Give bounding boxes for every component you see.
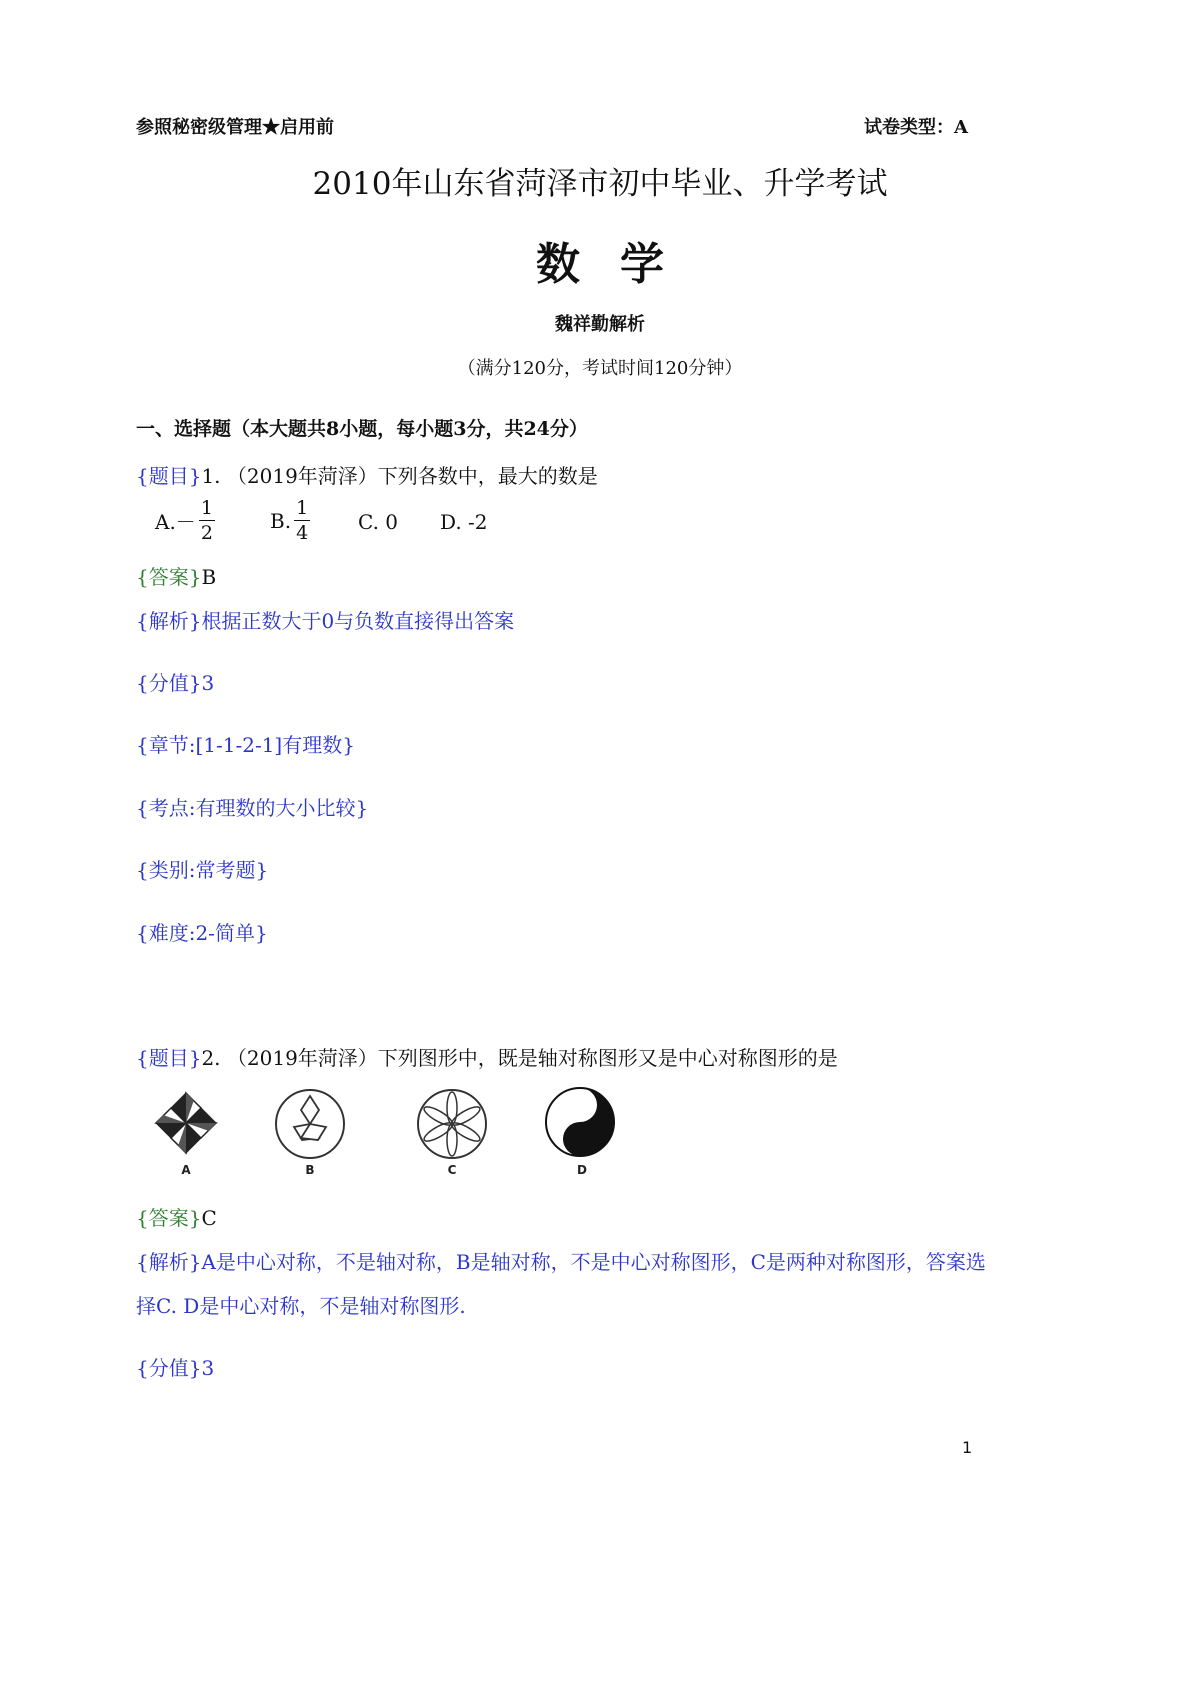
section-heading: 一、选择题（本大题共8小题，每小题3分，共24分） xyxy=(136,418,588,440)
option-b xyxy=(270,496,310,545)
option-b-prefix: B. xyxy=(270,508,292,533)
answer-tag: {答案} xyxy=(136,565,202,589)
paper-type-label: 试卷类型：A xyxy=(864,117,968,138)
difficulty-line: {难度:2-简单} xyxy=(136,921,268,945)
chapter-line: {章节:[1-1-2-1]有理数} xyxy=(136,733,355,757)
exam-note: （满分120分，考试时间120分钟） xyxy=(457,358,743,379)
numerator: 1 xyxy=(200,497,213,519)
confidentiality-label: 参照秘密级管理★启用前 xyxy=(136,117,334,138)
subject-title: 数学 xyxy=(536,239,704,290)
figure-label-a: A xyxy=(181,1163,191,1177)
answer-line xyxy=(136,561,216,590)
answer-tag: {答案} xyxy=(136,1206,202,1230)
denominator: 4 xyxy=(296,522,309,544)
page-number: 1 xyxy=(962,1438,973,1457)
score-line: {分值}3 xyxy=(136,1356,215,1380)
analysis-line-1: {解析}A是中心对称，不是轴对称，B是轴对称，不是中心对称图形，C是两种对称图形，答案选 xyxy=(136,1250,986,1274)
question-tag: {题目} xyxy=(136,464,202,488)
answer-value: C xyxy=(201,1206,217,1230)
point-line: {考点:有理数的大小比较} xyxy=(136,796,369,820)
option-c: C. 0 xyxy=(358,510,399,534)
fraction xyxy=(294,496,310,545)
figure-label-c: C xyxy=(447,1163,457,1177)
option-d: D. -2 xyxy=(440,510,488,534)
answer-value: B xyxy=(201,565,217,589)
three-diamonds-figure-b xyxy=(272,1086,348,1162)
category-line: {类别:常考题} xyxy=(136,858,269,882)
option-a xyxy=(155,496,215,545)
question-tag: {题目} xyxy=(136,1046,202,1070)
option-a-prefix: A.－ xyxy=(155,510,196,534)
answer-line xyxy=(136,1202,217,1231)
figure-label-d: D xyxy=(577,1163,587,1177)
score-line: {分值}3 xyxy=(136,671,215,695)
figure-label-b: B xyxy=(305,1163,315,1177)
author-line: 魏祥勤解析 xyxy=(555,314,645,335)
analysis-line-2: 择C. D是中心对称，不是轴对称图形. xyxy=(136,1294,466,1318)
question-2 xyxy=(136,1042,838,1071)
exam-title: 2010年山东省菏泽市初中毕业、升学考试 xyxy=(312,166,888,202)
question-text: 1. （2019年菏泽）下列各数中，最大的数是 xyxy=(201,464,598,488)
pinwheel-figure-a xyxy=(146,1088,226,1158)
numerator: 1 xyxy=(296,497,309,519)
question-1 xyxy=(136,460,598,489)
denominator: 2 xyxy=(200,522,213,544)
analysis-line: {解析}根据正数大于0与负数直接得出答案 xyxy=(136,609,515,633)
flower-figure-c xyxy=(414,1086,490,1162)
fraction xyxy=(199,496,215,545)
yin-yang-figure-d xyxy=(542,1084,618,1160)
question-text: 2. （2019年菏泽）下列图形中，既是轴对称图形又是中心对称图形的是 xyxy=(201,1046,838,1070)
